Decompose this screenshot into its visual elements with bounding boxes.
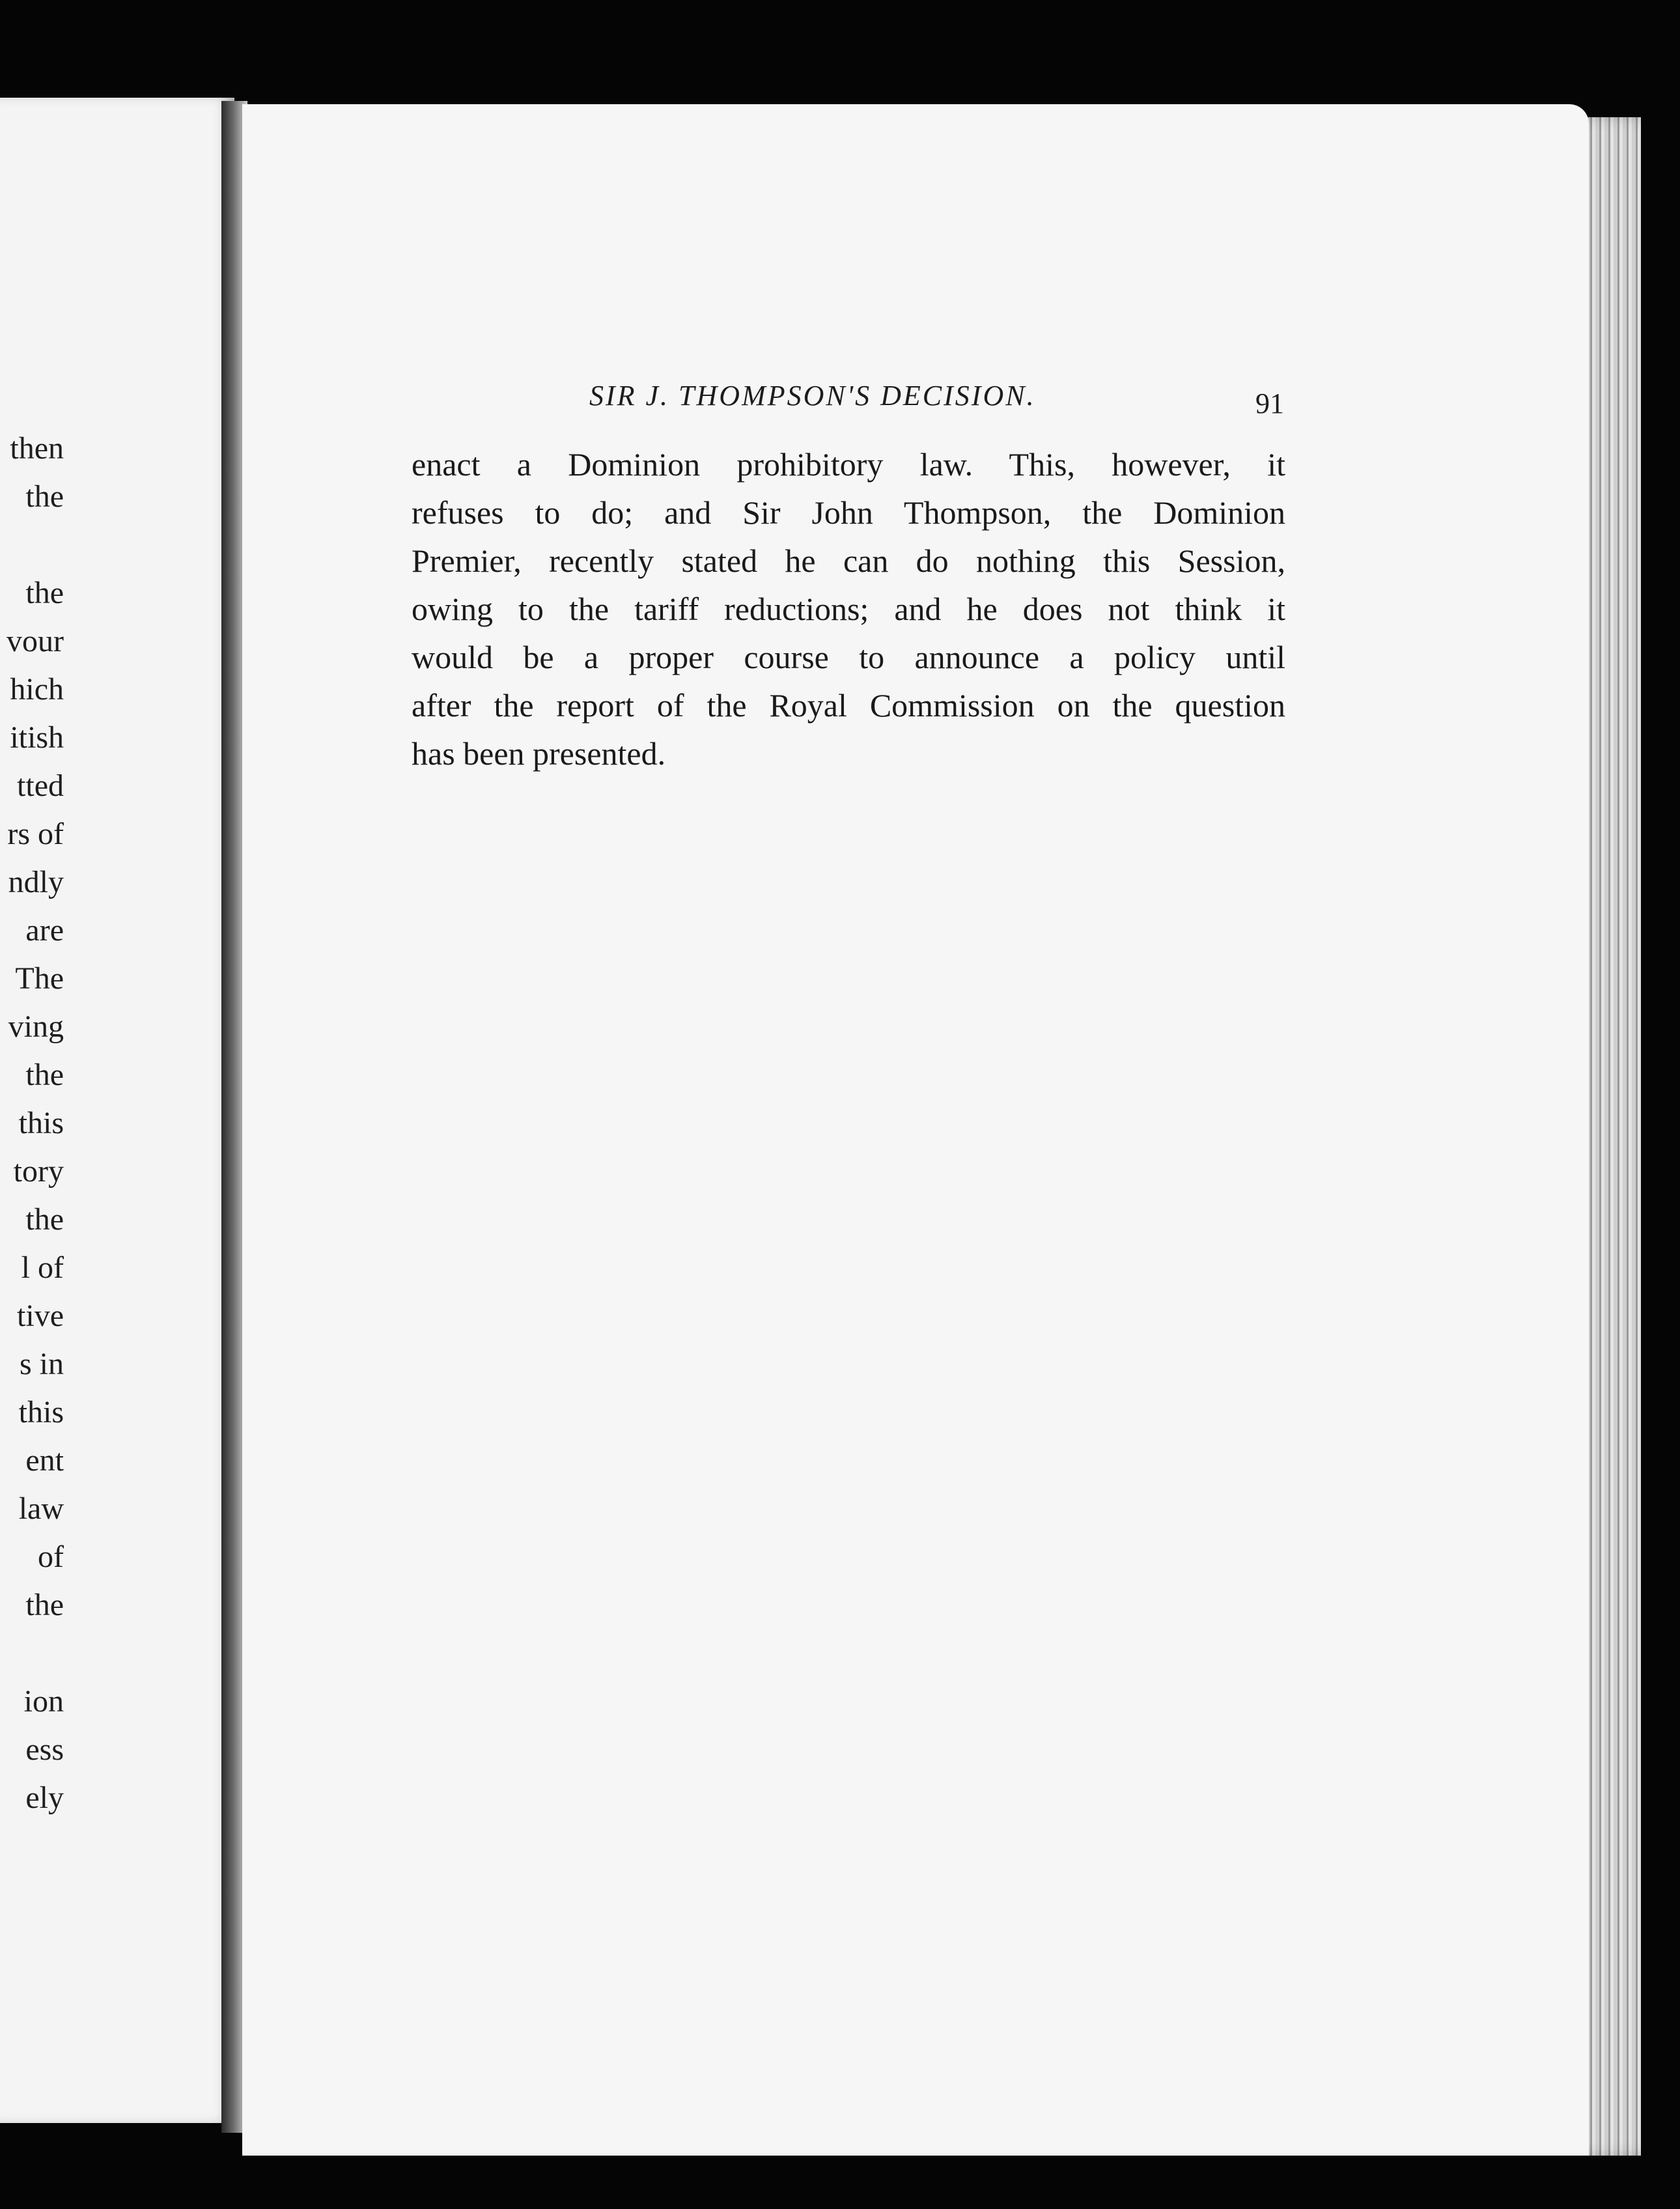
left-line: then — [10, 431, 64, 466]
left-line: tive — [17, 1299, 64, 1333]
left-line: the — [25, 576, 64, 610]
text-line: owing to the tariff reductions; and he does not think it — [412, 591, 1285, 627]
left-page — [0, 98, 234, 2123]
text-line: after the report of the Royal Commission on the question — [412, 687, 1285, 724]
page-number: 91 — [1255, 387, 1284, 419]
text-line: has been presented. — [412, 735, 666, 772]
left-line: itish — [10, 720, 64, 755]
running-head: SIR J. THOMPSON'S DECISION. — [589, 380, 1036, 412]
left-line: tory — [13, 1154, 64, 1189]
left-line: ving — [8, 1009, 64, 1044]
left-line: tted — [17, 768, 64, 803]
left-line: ndly — [8, 865, 64, 899]
left-line: rs of — [7, 817, 64, 851]
left-line: vour — [7, 624, 64, 658]
left-line: the — [25, 1202, 64, 1237]
left-line: ely — [25, 1780, 64, 1815]
left-line: are — [25, 913, 64, 948]
left-line: hich — [10, 672, 64, 707]
left-line: law — [18, 1491, 64, 1526]
left-line: ent — [25, 1443, 64, 1478]
left-line: the — [25, 1058, 64, 1092]
left-line: this — [18, 1106, 64, 1140]
left-line: l of — [21, 1250, 64, 1285]
body-text — [412, 440, 1285, 778]
text-line: enact a Dominion prohibitory law. This, however, it — [412, 446, 1285, 483]
text-line: Premier, recently stated he can do nothing this Session, — [412, 542, 1285, 579]
text-line: would be a proper course to announce a policy until — [412, 639, 1285, 675]
left-line: the — [25, 479, 64, 514]
left-line: this — [18, 1395, 64, 1429]
left-line: of — [38, 1540, 64, 1574]
left-line: ess — [25, 1732, 64, 1767]
text-line: refuses to do; and Sir John Thompson, the Dominion — [412, 494, 1285, 531]
left-line: the — [25, 1588, 64, 1622]
left-line: s in — [19, 1347, 64, 1381]
left-line: ion — [23, 1684, 64, 1719]
left-line: The — [15, 961, 64, 996]
